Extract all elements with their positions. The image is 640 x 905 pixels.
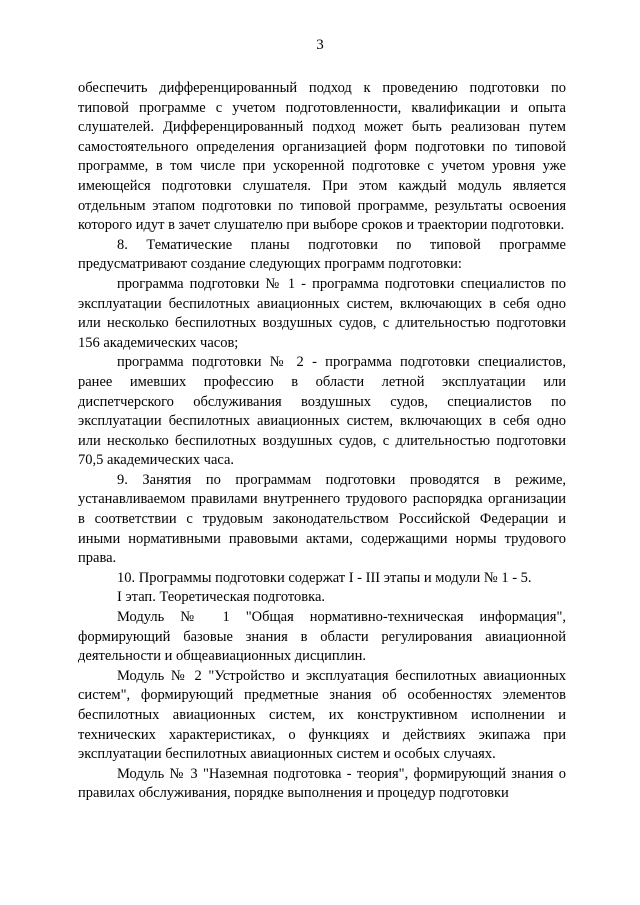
paragraph-program-1: программа подготовки № 1 - программа подготовки специалистов по эксплуатации беспилотных авиационных систем, включающих в себя одно или несколько беспилотных воздушных судов, с длительностью подготовки 156 академических часов; — [78, 275, 566, 351]
paragraph-continuation: обеспечить дифференцированный подход к проведению подготовки по типовой программе с учетом подготовленности, квалификации и опыта слушателей. Дифференцированный подход может быть реализован путем самостоятельного определения организацией форм подготовки по типовой программе, в том числе при ускоренной подготовке с учетом уровня уже имеющейся подготовки слушателя. При этом каждый модуль является отдельным этапом подготовки по типовой программе, результаты освоения которого идут в зачет слушателю при выборе сроков и траектории подготовки. — [78, 80, 566, 234]
paragraph-module-3: Модуль № 3 "Наземная подготовка - теория", формирующий знания о правилах обслуживания, порядке выполнения и процедур подготовки — [78, 765, 566, 802]
paragraph-item-8: 8. Тематические планы подготовки по типовой программе предусматривают создание следующих программ подготовки: — [78, 236, 566, 273]
paragraph-program-2: программа подготовки № 2 - программа подготовки специалистов, ранее имевших профессию в области летной эксплуатации или диспетчерского обслуживания воздушных судов, специалистов по эксплуатации беспилотных авиационных систем, включающих в себя одно или несколько беспилотных воздушных судов, с длительностью подготовки 70,5 академических часа. — [78, 354, 566, 469]
paragraph-stage-1: I этап. Теоретическая подготовка. — [117, 589, 326, 606]
document-body — [78, 79, 566, 804]
paragraph-item-10: 10. Программы подготовки содержат I - III этапы и модули № 1 - 5. — [117, 569, 532, 586]
page-number: 3 — [316, 37, 324, 53]
paragraph-item-9: 9. Занятия по программам подготовки проводятся в режиме, устанавливаемом правилами внутреннего трудового распорядка организации в соответствии с трудовым законодательством Российской Федерации и иными нормативными правовыми актами, содержащими нормы трудового права. — [78, 471, 566, 567]
paragraph-module-1: Модуль № 1 "Общая нормативно-техническая информация", формирующий базовые знания в области регулирования авиационной деятельности и общеавиационных дисциплин. — [78, 609, 566, 665]
paragraph-module-2: Модуль № 2 "Устройство и эксплуатация беспилотных авиационных систем", формирующий предметные знания об особенностях элементов беспилотных авиационных систем, их конструктивном исполнении и технических характеристиках, о функциях и действиях экипажа при эксплуатации беспилотных авиационных систем и особых случаях. — [78, 667, 566, 763]
